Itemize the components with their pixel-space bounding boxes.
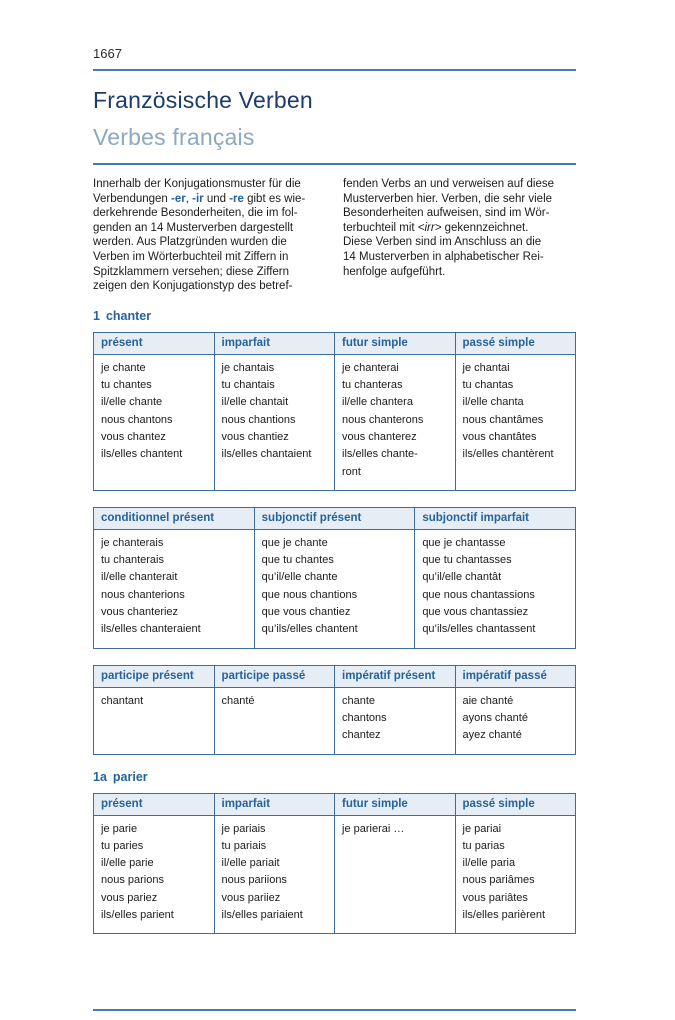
text-segment: zeigen den Konjugationstyp des betref- xyxy=(93,280,293,293)
section-heading xyxy=(93,770,576,784)
conjugation-form: je parie xyxy=(101,822,138,835)
conjugation-form: nous pariions xyxy=(221,874,287,887)
conjugation-form: tu paries xyxy=(101,839,144,852)
conjugation-cell xyxy=(335,354,456,490)
section-heading xyxy=(93,309,576,323)
conjugation-form: qu’ils/elles chantent xyxy=(261,623,358,636)
conjugation-form: ils/elles chantent xyxy=(101,448,183,461)
conjugation-cell xyxy=(455,815,576,934)
conjugation-form: je chantais xyxy=(221,361,275,374)
conjugation-form: il/elle chantait xyxy=(221,396,289,409)
intro-text-line xyxy=(343,250,576,265)
intro-text-line xyxy=(93,206,326,221)
conjugation-form: il/elle paria xyxy=(462,857,516,870)
top-rule xyxy=(93,69,576,71)
page-content xyxy=(93,0,576,934)
conjugation-form: nous chanterons xyxy=(342,413,424,426)
conjugation-form: vous pariâtes xyxy=(462,891,528,904)
conjugation-cell xyxy=(335,815,456,934)
conjugation-form: il/elle parie xyxy=(101,857,154,870)
conjugation-form: que nous chantions xyxy=(261,588,358,601)
tense-column-header: passé simple xyxy=(455,793,576,815)
tense-column-header: présent xyxy=(94,332,215,354)
conjugation-form: il/elle chante xyxy=(101,396,163,409)
conjugation-form: chantez xyxy=(342,729,381,742)
conjugation-form: je parierai … xyxy=(342,822,405,835)
intro-text-line xyxy=(343,206,576,221)
conjugation-form: je pariais xyxy=(221,822,266,835)
conjugation-form: aie chanté xyxy=(462,694,514,707)
chanter-indicative-table xyxy=(93,332,576,491)
intro-text-line xyxy=(343,177,576,192)
conjugation-form: tu pariais xyxy=(221,839,267,852)
conjugation-cell xyxy=(455,354,576,490)
conjugation-form: je pariai xyxy=(462,822,502,835)
emphasized-text: -ir xyxy=(192,192,204,205)
conjugation-form: nous chanterions xyxy=(101,588,185,601)
text-segment: henfolge aufgeführt. xyxy=(343,265,446,278)
conjugation-form: il/elle chanterait xyxy=(101,571,178,584)
model-verb-name: chanter xyxy=(105,308,152,323)
conjugation-form: chantant xyxy=(101,694,144,707)
conjugation-form: nous chantions xyxy=(221,413,296,426)
tense-column-header: participe passé xyxy=(214,665,335,687)
conjugation-form: vous pariez xyxy=(101,891,158,904)
conjugation-form: ils/elles pariaient xyxy=(221,908,303,921)
conjugation-form: vous chanterez xyxy=(342,430,417,443)
conjugation-form: ils/elles chanteraient xyxy=(101,623,201,636)
intro-text-line xyxy=(93,279,326,294)
text-segment: Verben im Wörterbuchteil mit Ziffern in xyxy=(93,250,289,263)
conjugation-form: chantons xyxy=(342,711,387,724)
conjugation-form: que je chantasse xyxy=(422,536,506,549)
conjugation-form: que vous chantassiez xyxy=(422,606,529,619)
intro-text-line xyxy=(93,221,326,236)
intro-text-line xyxy=(343,192,576,207)
text-segment: terbuchteil mit xyxy=(343,221,418,234)
conjugation-form: ils/elles chante- xyxy=(342,448,418,461)
conjugation-form: tu chantais xyxy=(221,379,275,392)
text-segment: werden. Aus Platzgründen wurden die xyxy=(93,236,287,249)
conjugation-cell xyxy=(94,815,215,934)
tense-column-header: futur simple xyxy=(335,332,456,354)
text-segment: gibt es wie- xyxy=(243,192,306,205)
page-title-french: Verbes français xyxy=(93,124,255,150)
sections xyxy=(93,309,576,935)
conjugation-cell xyxy=(415,529,576,648)
conjugation-form: tu parias xyxy=(462,839,505,852)
intro-text xyxy=(93,177,576,294)
chanter-participle-imperative-table xyxy=(93,665,576,755)
conjugation-form: nous chantâmes xyxy=(462,413,544,426)
conjugation-form: vous chantez xyxy=(101,430,166,443)
conjugation-form: il/elle chantera xyxy=(342,396,413,409)
intro-text-line xyxy=(93,250,326,265)
conjugation-form: ils/elles chantaient xyxy=(221,448,312,461)
conjugation-form: nous pariâmes xyxy=(462,874,535,887)
conjugation-cell xyxy=(94,687,215,754)
intro-text-line xyxy=(343,221,576,236)
tense-column-header: participe présent xyxy=(94,665,215,687)
text-segment: , xyxy=(185,192,193,205)
conjugation-cell xyxy=(94,529,255,648)
conjugation-form: tu chantes xyxy=(101,379,152,392)
tense-column-header: subjonctif présent xyxy=(254,507,415,529)
page-number: 1667 xyxy=(93,46,122,61)
emphasized-text: -er xyxy=(171,192,186,205)
conjugation-form: nous chantons xyxy=(101,413,173,426)
intro-text-line xyxy=(343,235,576,250)
tense-column-header: subjonctif imparfait xyxy=(415,507,576,529)
conjugation-type-number: 1a xyxy=(93,769,107,784)
conjugation-cell xyxy=(214,687,335,754)
conjugation-cell xyxy=(214,354,335,490)
text-segment: Besonderheiten aufweisen, sind im Wör- xyxy=(343,207,550,220)
conjugation-cell xyxy=(94,354,215,490)
text-segment: genden an 14 Musterverben dargestellt xyxy=(93,221,294,234)
intro-right-column xyxy=(343,177,576,294)
text-segment: Innerhalb der Konjugationsmuster für die xyxy=(93,178,301,190)
conjugation-form: qu’ils/elles chantassent xyxy=(422,623,536,636)
page-title-german: Französische Verben xyxy=(93,87,313,113)
conjugation-form: je chanterai xyxy=(342,361,399,374)
conjugation-form: vous chantâtes xyxy=(462,430,537,443)
conjugation-form: il/elle pariait xyxy=(221,857,280,870)
text-segment: fenden Verbs an und verweisen auf diese xyxy=(343,178,554,190)
text-segment: Spitzklammern versehen; diese Ziffern xyxy=(93,265,290,278)
tense-column-header: impératif présent xyxy=(335,665,456,687)
intro-text-line xyxy=(93,235,326,250)
conjugation-form: tu chanterais xyxy=(101,554,164,567)
bottom-rule xyxy=(93,1009,576,1011)
emphasized-text: -re xyxy=(229,192,244,205)
conjugation-form: que vous chantiez xyxy=(261,606,351,619)
conjugation-cell xyxy=(455,687,576,754)
intro-text-line xyxy=(93,265,326,280)
conjugation-form: je chante xyxy=(101,361,146,374)
conjugation-form: vous chantiez xyxy=(221,430,289,443)
parier-indicative-table xyxy=(93,793,576,935)
conjugation-cell xyxy=(214,815,335,934)
emphasized-text: <irr> xyxy=(417,221,442,234)
tense-column-header: passé simple xyxy=(455,332,576,354)
tense-column-header: imparfait xyxy=(214,332,335,354)
tense-column-header: futur simple xyxy=(335,793,456,815)
text-segment: gekennzeichnet. xyxy=(441,221,529,234)
conjugation-cell xyxy=(335,687,456,754)
chanter-conditional-subjunctive-table xyxy=(93,507,576,649)
tense-column-header: impératif passé xyxy=(455,665,576,687)
conjugation-form: je chanterais xyxy=(101,536,164,549)
intro-left-column xyxy=(93,177,326,294)
model-verb-name: parier xyxy=(112,769,148,784)
conjugation-form: tu chanteras xyxy=(342,379,403,392)
conjugation-form: ils/elles chantèrent xyxy=(462,448,554,461)
conjugation-form: ils/elles parient xyxy=(101,908,174,921)
text-segment: 14 Musterverben in alphabetischer Rei- xyxy=(343,250,544,263)
tense-column-header: présent xyxy=(94,793,215,815)
text-segment: und xyxy=(203,192,230,205)
conjugation-form: que je chante xyxy=(261,536,328,549)
conjugation-form: que nous chantassions xyxy=(422,588,535,601)
intro-text-line xyxy=(93,177,326,192)
text-segment: Diese Verben sind im Anschluss an die xyxy=(343,236,542,249)
conjugation-form: qu’il/elle chantât xyxy=(422,571,502,584)
conjugation-form: il/elle chanta xyxy=(462,396,524,409)
conjugation-form: vous pariiez xyxy=(221,891,281,904)
header-rule xyxy=(93,163,576,165)
text-segment: Verbendungen xyxy=(93,192,172,205)
conjugation-form: chanté xyxy=(221,694,255,707)
conjugation-form: que tu chantes xyxy=(261,554,334,567)
conjugation-form: tu chantas xyxy=(462,379,514,392)
text-segment: Musterverben hier. Verben, die sehr viele xyxy=(343,192,553,205)
text-segment: derkehrende Besonderheiten, die im fol- xyxy=(93,207,298,220)
tense-column-header: conditionnel présent xyxy=(94,507,255,529)
conjugation-form: ront xyxy=(342,465,361,478)
conjugation-form: nous parions xyxy=(101,874,164,887)
intro-text-line xyxy=(93,192,326,207)
conjugation-form: vous chanteriez xyxy=(101,606,179,619)
conjugation-form: ayons chanté xyxy=(462,711,528,724)
tense-column-header: imparfait xyxy=(214,793,335,815)
conjugation-type-number: 1 xyxy=(93,308,100,323)
conjugation-form: je chantai xyxy=(462,361,510,374)
conjugation-form: chante xyxy=(342,694,376,707)
conjugation-form: qu’il/elle chante xyxy=(261,571,338,584)
conjugation-form: ayez chanté xyxy=(462,729,522,742)
conjugation-form: ils/elles parièrent xyxy=(462,908,546,921)
intro-text-line xyxy=(343,265,576,280)
conjugation-form: que tu chantasses xyxy=(422,554,512,567)
conjugation-cell xyxy=(254,529,415,648)
